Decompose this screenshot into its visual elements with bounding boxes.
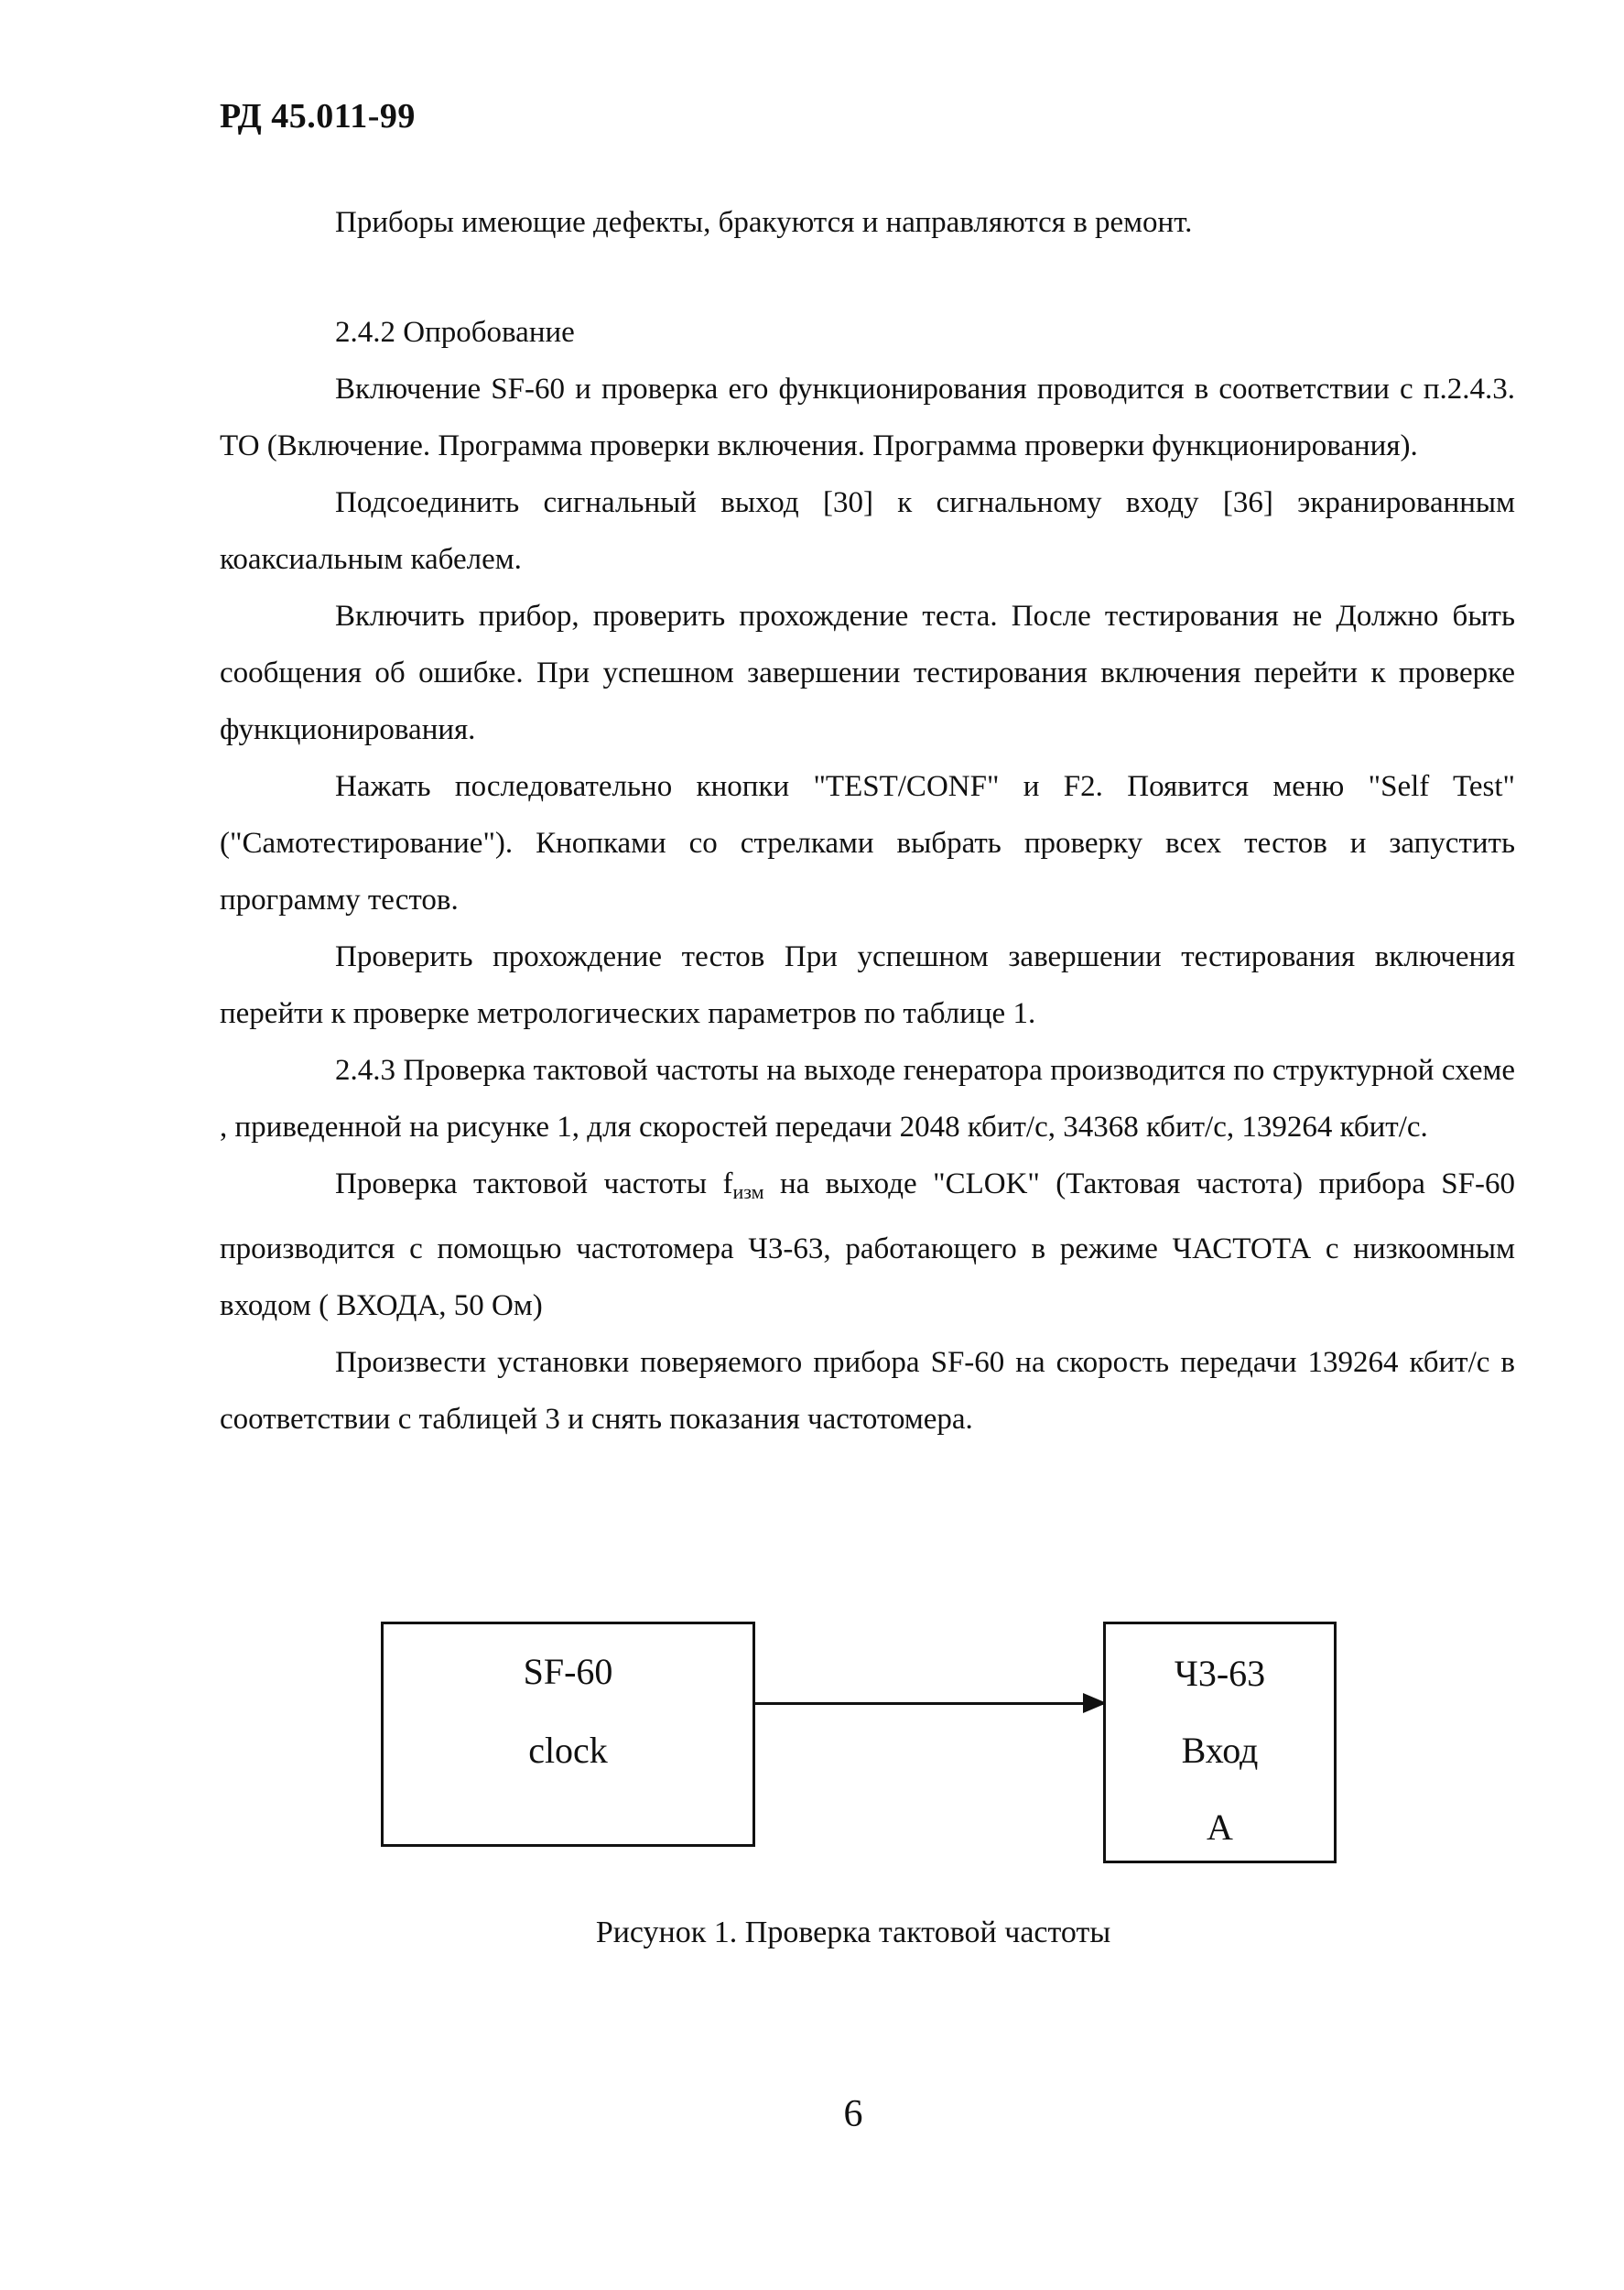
section-2-4-2 bbox=[220, 304, 1515, 1448]
paragraph-text: 2.4.3 Проверка тактовой частоты на выходе генератора производится по структурной схеме , приведенной на рисунке 1, для скоростей передачи 2048 кбит/с, 34368 кбит/с, 139264 кбит/с. bbox=[220, 1054, 1515, 1144]
paragraph-part: на выходе "CLOK" (Тактовая частота) прибора SF-60 производится с помощью частотомера Ч3-63, работающего в режиме ЧАСТОТА с низкоомным входом ( ВХОДА, 50 Ом) bbox=[220, 1167, 1515, 1322]
paragraph-text: Нажать последовательно кнопки "TEST/CONF" и F2. Появится меню "Self Test" ("Самотестирование"). Кнопками со стрелками выбрать проверку всех тестов и запустить программу тестов. bbox=[220, 770, 1515, 917]
paragraph-text: Приборы имеющие дефекты, бракуются и направляются в ремонт. bbox=[335, 206, 1193, 239]
page-number: 6 bbox=[843, 2093, 863, 2135]
box-label: Вход bbox=[1181, 1730, 1259, 1771]
paragraph-text: Подсоединить сигнальный выход [30] к сигнальному входу [36] экранированным коаксиальным кабелем. bbox=[220, 486, 1515, 576]
frequency-subscript: изм bbox=[732, 1180, 764, 1203]
paragraph-defects bbox=[220, 194, 1515, 251]
box-label: clock bbox=[528, 1730, 608, 1771]
document-header: РД 45.011-99 bbox=[220, 97, 416, 136]
box-label: SF-60 bbox=[523, 1651, 613, 1692]
box-label: А bbox=[1207, 1807, 1233, 1848]
frequency-counter-box bbox=[1103, 1622, 1337, 1863]
box-label: Ч3-63 bbox=[1174, 1653, 1266, 1694]
signal-arrow bbox=[752, 1702, 1103, 1705]
figure-caption: Рисунок 1. Проверка тактовой частоты bbox=[595, 1916, 1111, 1949]
paragraph-text: Произвести установки поверяемого прибора SF-60 на скорость передачи 139264 кбит/с в соответствии с таблицей 3 и снять показания частотомера. bbox=[220, 1346, 1515, 1436]
paragraph-part: Проверка тактовой частоты f bbox=[335, 1167, 733, 1200]
paragraph-text bbox=[220, 1156, 1515, 1334]
sf60-clock-box bbox=[381, 1622, 755, 1847]
paragraph-text: Включение SF-60 и проверка его функционирования проводится в соответствии с п.2.4.3. ТО (Включение. Программа проверки включения. Программа проверки функционирования). bbox=[220, 373, 1515, 462]
paragraph-text: Проверить прохождение тестов При успешном завершении тестирования включения перейти к проверке метрологических параметров по таблице 1. bbox=[220, 940, 1515, 1030]
section-heading: 2.4.2 Опробование bbox=[335, 316, 575, 349]
paragraph-text: Включить прибор, проверить прохождение теста. После тестирования не Должно быть сообщения об ошибке. При успешном завершении тестирования включения перейти к проверке функционирования. bbox=[220, 600, 1515, 746]
